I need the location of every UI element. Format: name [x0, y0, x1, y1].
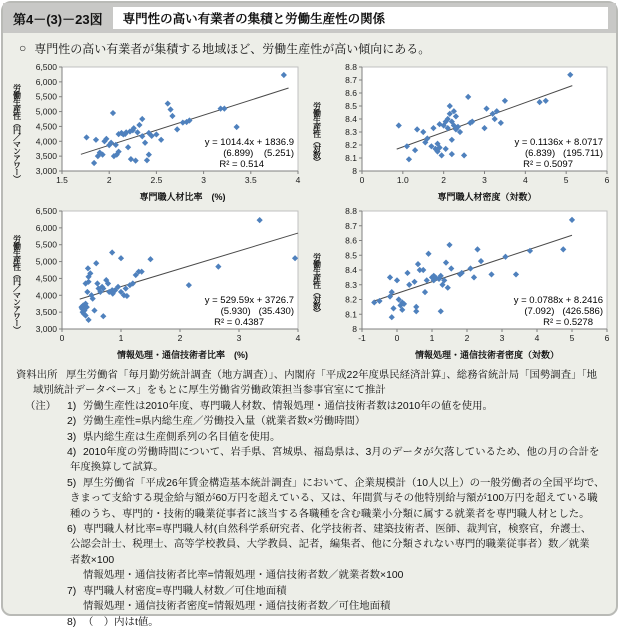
- note-number: 2): [67, 416, 77, 428]
- y-tick-label: 8.2: [345, 140, 357, 150]
- x-tick-label: 5: [563, 175, 569, 185]
- figure-title-box: [113, 7, 608, 29]
- note-number: 4): [67, 447, 77, 459]
- y-axis-title: 労働生産性（対数）: [312, 252, 322, 316]
- note-line: 3) 県内総生産は生産側系列の名目値を使用。: [16, 430, 606, 445]
- x-tick-label: 4: [295, 333, 301, 343]
- t-values: (5.930) (35.430): [220, 306, 294, 317]
- note-number: 7): [67, 585, 77, 597]
- y-tick-label: 6,500: [35, 62, 57, 72]
- figure-number: 第4－(3)－23図: [13, 11, 103, 27]
- scatter-svg: [24, 61, 307, 187]
- notes-section: [3, 363, 616, 630]
- source-row: [16, 368, 606, 383]
- r-squared: R² = 0.5278: [543, 317, 593, 328]
- x-tick-label: 2.5: [150, 175, 163, 185]
- source-text: 厚生労働省「毎月勤労統計調査（地方調査）」、内閣府「平成22年度県民経済計算」、総務省統計局「国勢調査」「地: [66, 370, 598, 381]
- regression-equation: y = 0.0788x + 8.2416: [513, 295, 603, 306]
- x-axis-title: 情報処理・通信技術者比率 (%): [117, 350, 248, 360]
- figure-header: [3, 3, 616, 33]
- y-tick-label: 4,500: [35, 121, 57, 132]
- y-tick-label: 5,000: [35, 256, 57, 267]
- note-label: （注）: [25, 400, 57, 412]
- y-tick-label: 8.3: [345, 127, 357, 137]
- circle-bullet-icon: ○: [19, 41, 27, 55]
- x-axis-title: 情報処理・通信技術者密度（対数）: [414, 350, 559, 360]
- x-tick-label: -1: [358, 333, 366, 343]
- x-tick-label: 3: [236, 333, 242, 343]
- scatter-plot-it-engineer-ratio: [24, 205, 307, 350]
- regression-equation: y = 0.1136x + 8.0717: [514, 137, 603, 148]
- x-axis-title: 専門職人材比率 (%): [139, 192, 226, 202]
- y-tick-label: 5,500: [35, 91, 57, 102]
- x-tick-label: 4: [295, 175, 301, 185]
- note-number: 1): [67, 400, 77, 412]
- y-tick-label: 8.7: [345, 75, 357, 85]
- note-line: 情報処理・通信技術者比率=情報処理・通信技術者数／就業者数×100: [83, 570, 404, 582]
- y-tick-label: 5,000: [35, 106, 57, 117]
- regression-equation: y = 529.59x + 3726.7: [204, 295, 294, 306]
- x-tick-label: 0: [394, 333, 400, 343]
- chart-top-left: [9, 61, 309, 205]
- t-values: (6.839) (195.711): [525, 148, 603, 159]
- notes-list: [16, 399, 606, 630]
- key-point-row: [3, 33, 616, 61]
- x-tick-label: 1: [118, 333, 124, 343]
- source-label: 資料出所: [16, 370, 58, 381]
- y-axis-title: 労働生産性（対数）: [312, 101, 322, 165]
- y-tick-label: 8.6: [345, 88, 357, 98]
- x-tick-label: 0: [359, 175, 365, 185]
- scatter-svg: [324, 205, 616, 345]
- y-tick-label: 3,500: [35, 307, 57, 318]
- y-tick-label: 3,000: [35, 324, 57, 334]
- charts-grid: [3, 61, 616, 363]
- note-line: 公認会計士、税理士、高等学校教員、大学教員、記者，編集者、他に分類されない専門的職業従事者）数／就業: [70, 539, 590, 551]
- y-tick-label: 8.1: [345, 153, 357, 163]
- y-tick-label: 8.5: [345, 250, 357, 261]
- y-tick-label: 6,000: [35, 222, 57, 233]
- y-tick-label: 3,500: [35, 151, 57, 162]
- note-number: 6): [67, 524, 77, 536]
- note-line: 情報処理・通信技術者密度=情報処理・通信技術者数／可住地面積: [83, 601, 391, 613]
- x-tick-label: 4: [534, 333, 540, 343]
- note-number: 5): [67, 477, 77, 489]
- y-tick-label: 3,000: [35, 166, 57, 176]
- x-tick-label: 6: [604, 333, 610, 343]
- scatter-plot-professional-density: [324, 61, 616, 192]
- x-tick-label: 2: [177, 333, 183, 343]
- y-tick-label: 6,000: [35, 76, 57, 87]
- x-axis-title: 専門職人材密度（対数）: [437, 192, 537, 202]
- figure-title: 専門性の高い有業者の集積と労働生産性の関係: [122, 12, 386, 26]
- note-line: 6) 専門職人材比率=専門職人材(自然科学系研究者、化学技術者、建築技術者、医師、裁判官，検察官，弁護士、: [16, 522, 606, 537]
- note-line: 年度換算して試算。: [70, 462, 164, 474]
- scatter-svg: [24, 205, 307, 345]
- x-tick-label: 6: [604, 175, 610, 185]
- y-tick-label: 6,500: [35, 206, 57, 216]
- x-tick-label: 3: [201, 175, 206, 185]
- x-tick-label: 2: [441, 175, 447, 185]
- y-tick-label: 4,500: [35, 273, 57, 284]
- note-line: 2) 労働生産性=県内総生産／労働投入量（就業者数×労働時間）: [16, 414, 606, 429]
- y-tick-label: 8.1: [345, 309, 357, 320]
- t-values: (7.092) (426.586): [524, 306, 603, 317]
- scatter-plot-it-engineer-density: [324, 205, 616, 350]
- y-tick-label: 8.6: [345, 235, 357, 246]
- note-line: （注） 1) 労働生産性は2010年度、専門職人材数、情報処理・通信技術者数は2010年の値を使用。: [16, 399, 606, 414]
- note-line: 者数×100: [70, 554, 115, 566]
- figure-panel: [1, 1, 618, 628]
- x-tick-label: 1.5: [56, 175, 68, 185]
- t-values: (6.899) (5.251): [223, 148, 294, 159]
- x-tick-label: 3: [499, 333, 505, 343]
- y-tick-label: 8.4: [345, 265, 357, 275]
- note-line: 5) 厚生労働省「平成26年賃金構造基本統計調査」において、企業規模計（10人以上）の一般労働者の全国平均で、: [16, 476, 606, 491]
- chart-bottom-right: [309, 205, 616, 363]
- r-squared: R² = 0.5097: [523, 159, 573, 170]
- note-line: 8) （ ）内はt値。: [16, 615, 606, 630]
- note-number: 8): [67, 616, 77, 628]
- y-tick-label: 4,000: [35, 136, 57, 147]
- chart-bottom-left: [9, 205, 309, 363]
- x-tick-label: 3.5: [244, 175, 257, 185]
- y-tick-label: 8.8: [345, 62, 357, 72]
- y-tick-label: 8.2: [345, 294, 357, 305]
- y-axis-title: 労働生産性（円／マンアワー）: [12, 235, 22, 333]
- scatter-svg: [324, 61, 616, 187]
- x-tick-label: 2: [464, 333, 470, 343]
- scatter-plot-professional-ratio: [24, 61, 307, 192]
- y-tick-label: 8: [352, 324, 357, 334]
- regression-equation: y = 1014.4x + 1836.9: [204, 137, 294, 148]
- x-tick-label: 0: [59, 333, 65, 343]
- y-tick-label: 8.5: [345, 101, 357, 111]
- key-point-text: 専門性の高い有業者が集積する地域ほど、労働生産性が高い傾向にある。: [34, 41, 431, 56]
- y-tick-label: 8.3: [345, 279, 357, 290]
- note-number: 3): [67, 431, 77, 443]
- y-tick-label: 8.4: [345, 114, 357, 124]
- note-line: きまって支給する現金給与額が60万円を超えている、又は、年間賞与その他特別給与額が100万円を超えている職: [70, 493, 598, 505]
- x-tick-label: 2: [106, 175, 112, 185]
- x-tick-label: 3: [482, 175, 487, 185]
- x-tick-label: 1: [429, 333, 435, 343]
- y-tick-label: 8.8: [345, 206, 357, 216]
- y-tick-label: 5,500: [35, 239, 57, 250]
- y-tick-label: 4,000: [35, 290, 57, 301]
- r-squared: R² = 0.514: [219, 159, 264, 170]
- note-line: 種のうち、専門的・技術的職業従事者に該当する各職種を含む職業小分類に属する就業者を専門職人材とした。: [70, 508, 590, 520]
- chart-top-right: [309, 61, 616, 205]
- y-tick-label: 8.7: [345, 220, 357, 231]
- source-text-continued: 域別統計データベース」をもとに厚生労働省労働政策担当参事官室にて推計: [33, 385, 386, 397]
- x-tick-label: 4: [522, 175, 528, 185]
- y-axis-title: 労働生産性（円／マンアワー）: [12, 84, 22, 182]
- y-tick-label: 8: [352, 166, 357, 176]
- note-line: 7) 専門職人材密度=専門職人材数／可住地面積: [16, 584, 606, 599]
- x-tick-label: 5: [569, 333, 575, 343]
- x-tick-label: 1.0: [396, 175, 409, 185]
- note-line: 4) 2010年度の労働時間について、岩手県、宮城県、福島県は、3月のデータが欠落しているため、他の月の合計を: [16, 445, 606, 460]
- r-squared: R² = 0.4387: [214, 317, 264, 328]
